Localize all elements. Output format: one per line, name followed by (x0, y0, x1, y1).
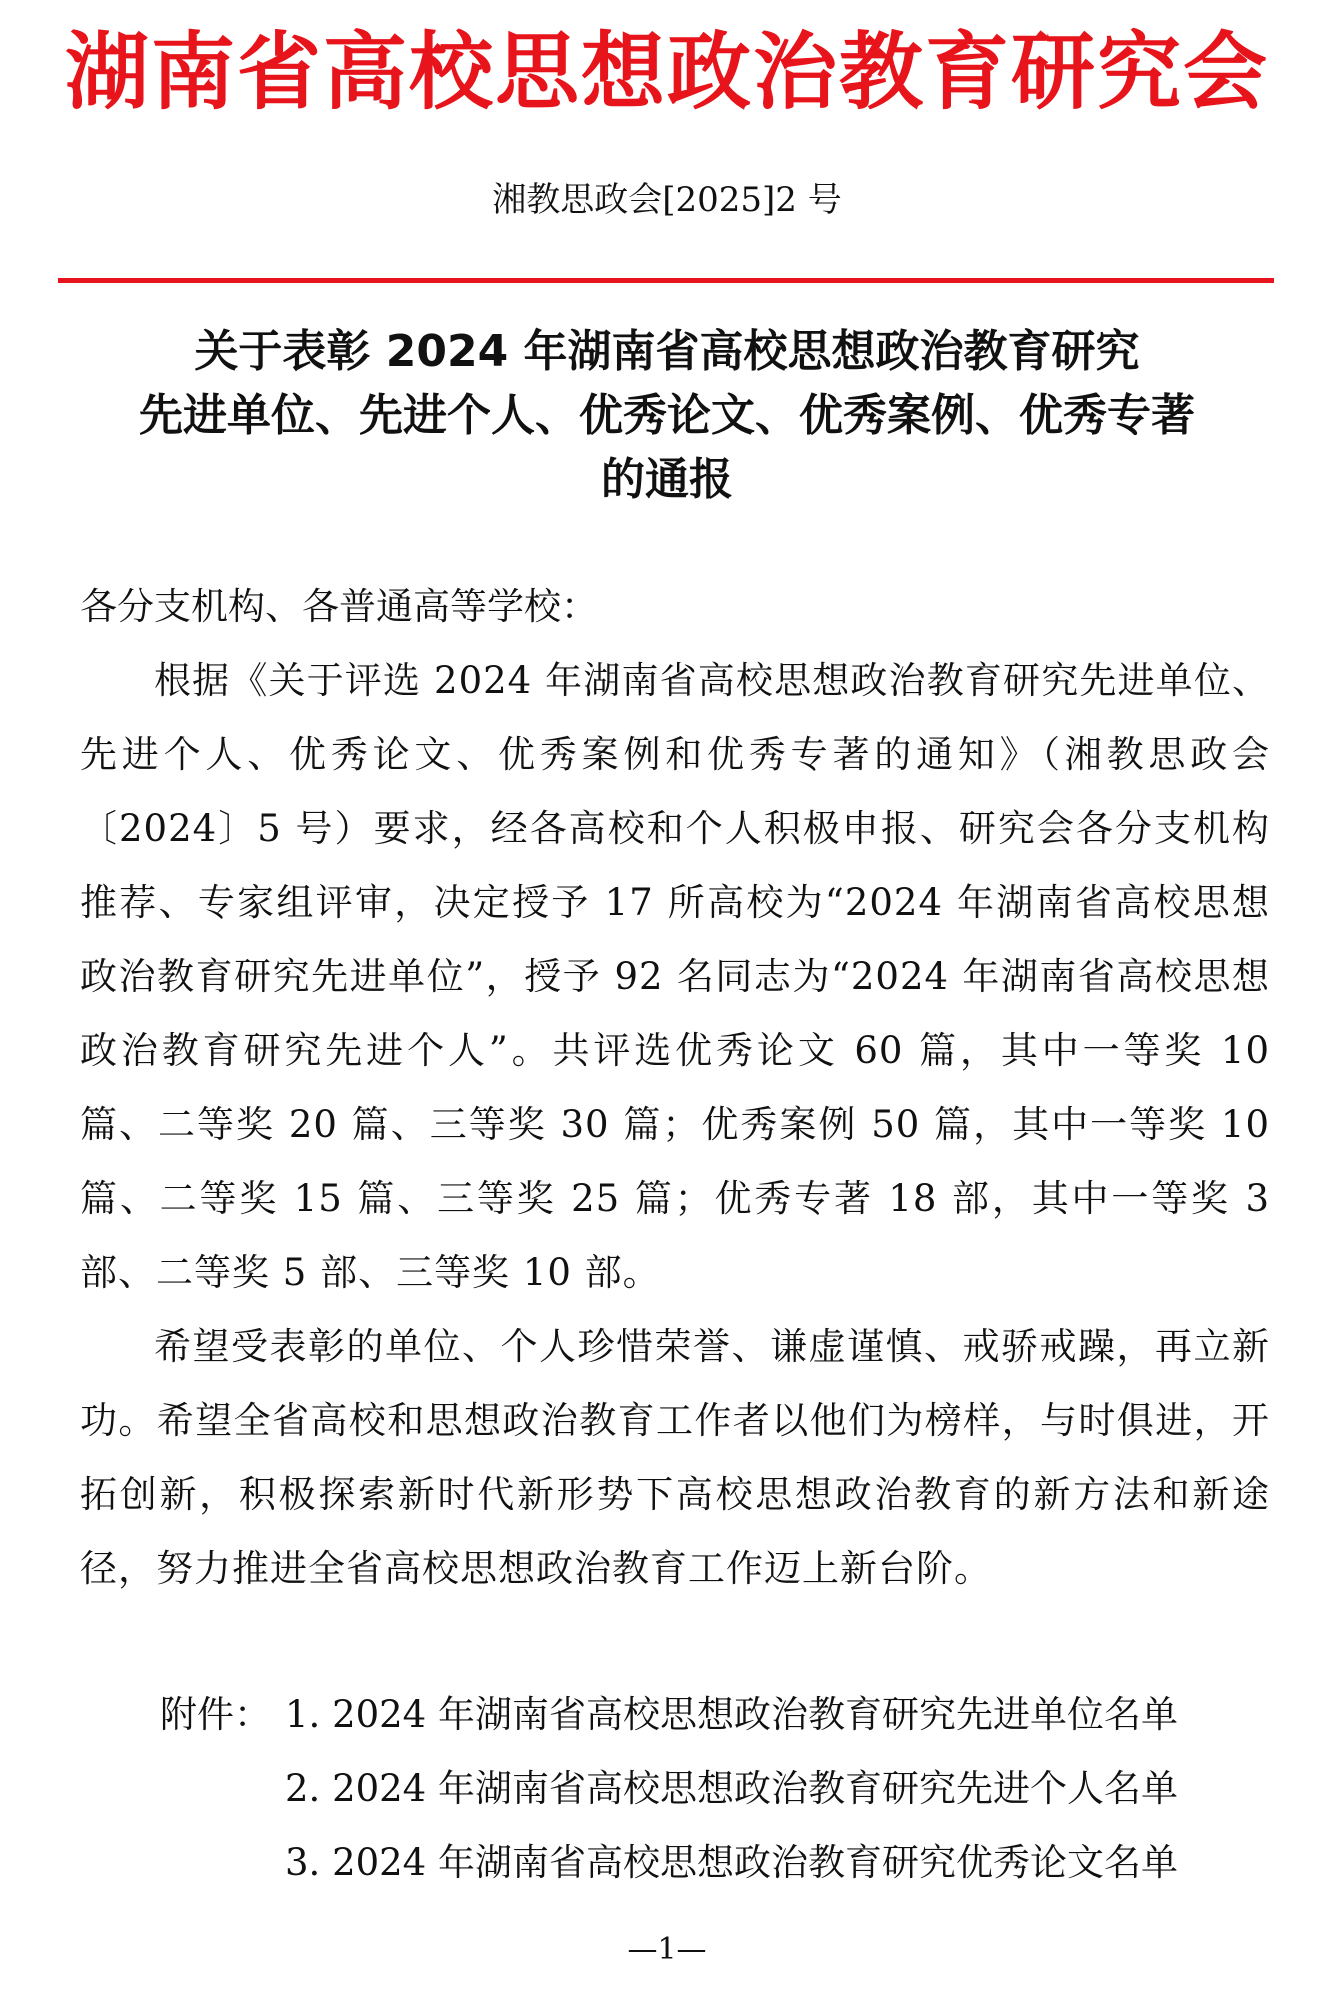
notice-title-line-1: 关于表彰 2024 年湖南省高校思想政治教育研究 (194, 326, 1140, 377)
page-number: —1— (627, 1932, 707, 1967)
body-paragraph-2: 希望受表彰的单位、个人珍惜荣誉、谦虚谨慎、戒骄戒躁，再立新功。希望全省高校和思想政治教育工作者以他们为榜样，与时俱进，开拓创新，积极探索新时代新形势下高校思想政治教育的新方法和新途径，努力推进全省高校思想政治教育工作迈上新台阶。 (80, 1325, 1270, 1590)
attachment-item-3: 3. 2024 年湖南省高校思想政治教育研究优秀论文名单 (285, 1841, 1178, 1884)
notice-title (40, 320, 1294, 512)
notice-body (80, 570, 1270, 1606)
organization-header: 湖南省高校思想政治教育研究会 (64, 23, 1269, 121)
salutation: 各分支机构、各普通高等学校： (80, 585, 598, 628)
attachments-label: 附件： (160, 1693, 271, 1736)
attachment-row (160, 1678, 1178, 1752)
attachment-row (160, 1752, 1178, 1826)
attachments-list (160, 1678, 1178, 1900)
attachment-row (160, 1826, 1178, 1900)
notice-title-line-3: 的通报 (601, 454, 733, 505)
body-paragraph-1: 根据《关于评选 2024 年湖南省高校思想政治教育研究先进单位、先进个人、优秀论文、优秀案例和优秀专著的通知》（湘教思政会〔2024〕5 号）要求，经各高校和个人积极申报、研究会各分支机构推荐、专家组评审，决定授予 17 所高校为“2024 年湖南省高校思想政治教育研究先进单位”，授予 92 名同志为“2024 年湖南省高校思想政治教育研究先进个人”。共评选优秀论文 60 篇，其中一等奖 10 篇、二等奖 20 篇、三等奖 30 篇；优秀案例 50 篇，其中一等奖 10 篇、二等奖 15 篇、三等奖 25 篇；优秀专著 18 部，其中一等奖 3 部、二等奖 5 部、三等奖 10 部。 (80, 659, 1270, 1294)
notice-title-line-2: 先进单位、先进个人、优秀论文、优秀案例、优秀专著 (139, 390, 1195, 441)
attachment-item-2: 2. 2024 年湖南省高校思想政治教育研究先进个人名单 (285, 1767, 1178, 1810)
red-divider-line (58, 278, 1274, 283)
attachment-item-1: 1. 2024 年湖南省高校思想政治教育研究先进单位名单 (285, 1693, 1178, 1736)
document-number: 湘教思政会[2025]2 号 (492, 180, 842, 220)
